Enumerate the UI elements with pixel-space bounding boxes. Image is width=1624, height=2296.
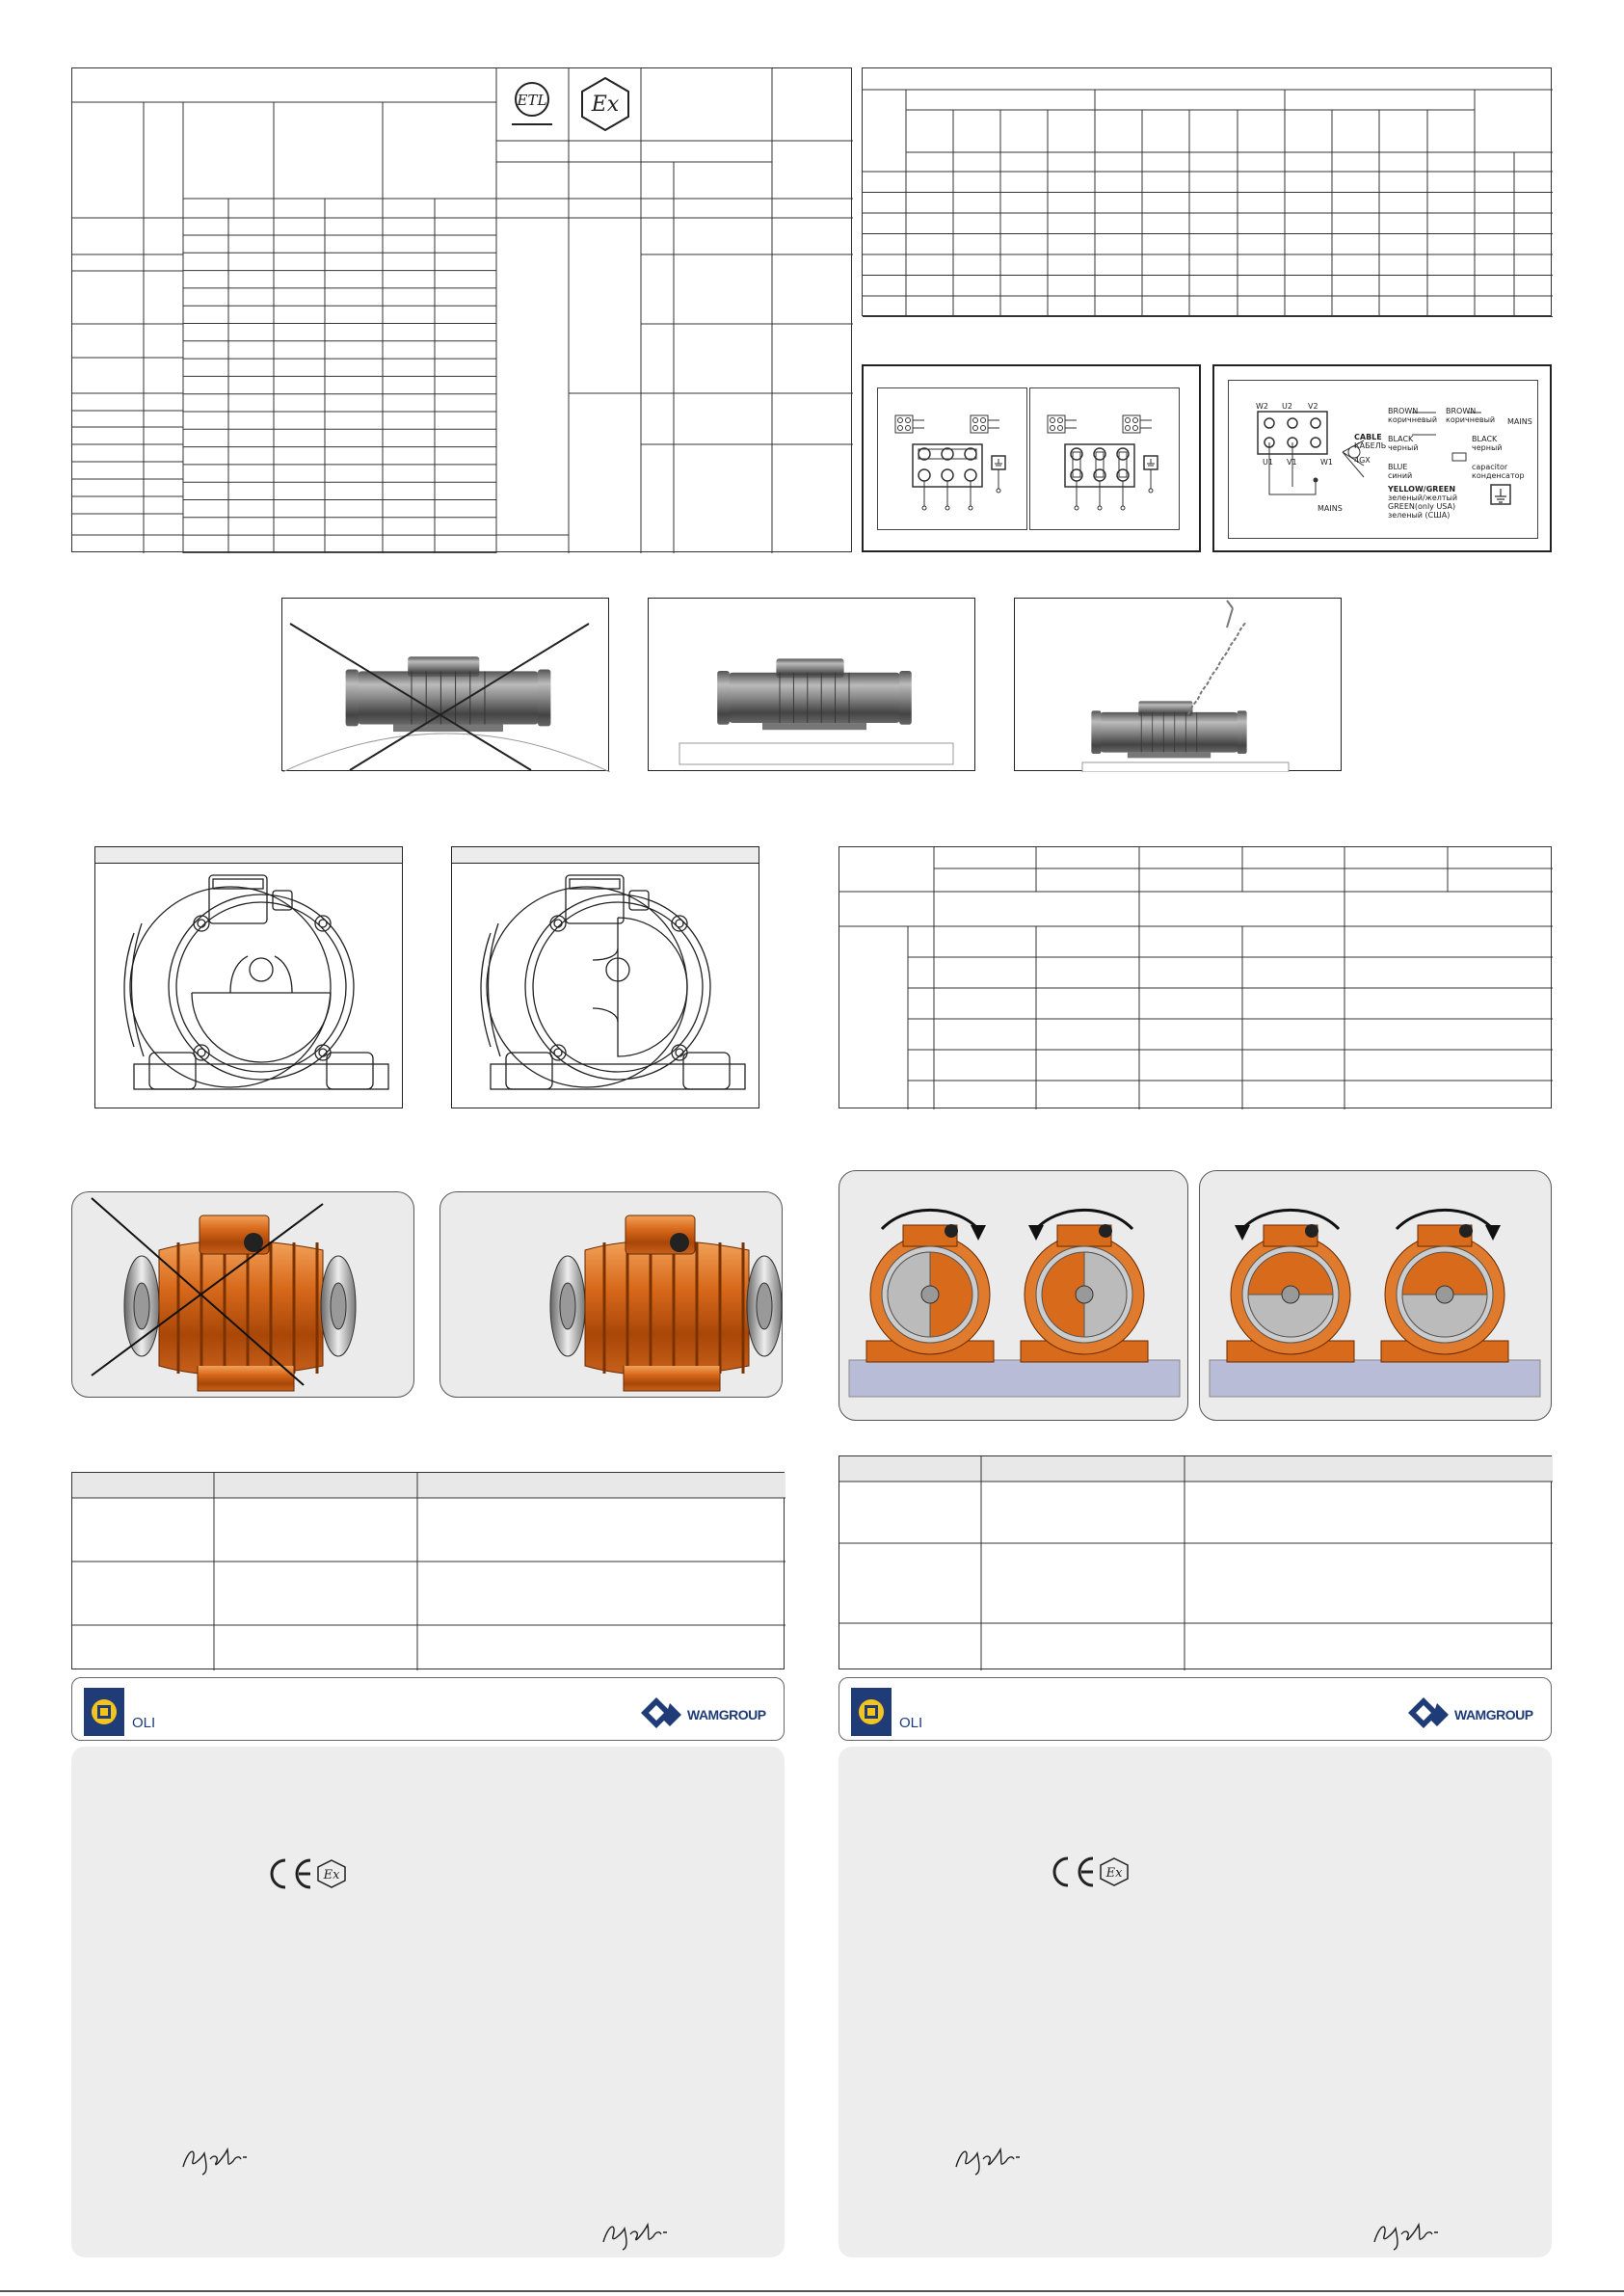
- star-connection-diagram: [877, 387, 1027, 530]
- blue-label: BLUE: [1388, 463, 1408, 471]
- cable-label: CABLE: [1354, 433, 1382, 441]
- signature-1: [952, 2140, 1029, 2178]
- terminal-u1-label: U1: [1263, 458, 1273, 467]
- signature-2: [599, 2215, 677, 2254]
- oli-logo-text: OLI: [899, 1715, 923, 1731]
- delta-connection-diagram: [1029, 387, 1180, 530]
- atex-ex-logo: [576, 74, 634, 132]
- brown-label-ru: коричневый: [1388, 415, 1438, 424]
- wamgroup-logo: [1406, 1695, 1541, 1734]
- mains-label-right: MAINS: [1507, 417, 1532, 426]
- wiring-diagram-single-phase: [1212, 364, 1552, 552]
- declaration-panel-right: [839, 1747, 1552, 2257]
- capacitor-label: capacitor: [1472, 463, 1508, 471]
- logo-strip-left: [71, 1677, 785, 1741]
- green-usa-label-ru: зеленый (США): [1388, 511, 1451, 520]
- black-label-right-ru: черный: [1472, 443, 1503, 452]
- install-wrong-curved-surface: [281, 598, 609, 771]
- green-usa-label: GREEN(only USA): [1388, 502, 1456, 511]
- black-label-right: BLACK: [1472, 435, 1498, 443]
- single-phase-terminal-block: [1229, 381, 1539, 540]
- terminal-w2-label: W2: [1256, 402, 1268, 411]
- install-correct-flat-surface: [648, 598, 975, 771]
- declaration-panel-left: [71, 1747, 785, 2257]
- black-label-ru: черный: [1388, 443, 1419, 452]
- cable-label-ru: КАБЕЛЬ: [1354, 441, 1387, 450]
- rotation-direction-panel-1: [839, 1170, 1188, 1421]
- black-label: BLACK: [1388, 435, 1414, 443]
- terminal-u2-label: U2: [1282, 402, 1292, 411]
- rotation-direction-panel-2: [1199, 1170, 1552, 1421]
- install-with-safety-chain: [1014, 598, 1342, 771]
- signature-2: [1371, 2215, 1448, 2254]
- wiring-diagram-three-phase: [862, 364, 1201, 552]
- eccentric-weight-drawing-1: [94, 846, 403, 1108]
- eccentric-weight-drawing-2: [451, 846, 759, 1108]
- page-footer-rule: [0, 2290, 1624, 2292]
- yellow-green-label: YELLOW/GREEN: [1388, 485, 1456, 494]
- motor-correct-orientation-panel: [439, 1191, 783, 1398]
- wamgroup-logo-text: WAMGROUP: [1454, 1707, 1533, 1722]
- adjustment-table: [839, 846, 1552, 1108]
- wamgroup-logo: [639, 1695, 774, 1734]
- oli-logo: [851, 1686, 928, 1738]
- data-table-right: [862, 67, 1552, 316]
- svg-text:Ex: Ex: [1105, 1866, 1123, 1881]
- data-table-right-grid: [863, 68, 1553, 317]
- logo-strip-right: [839, 1677, 1552, 1741]
- signature-1: [179, 2140, 256, 2178]
- brown-label-right: BROWN: [1446, 407, 1477, 415]
- troubleshooting-table-right: [839, 1455, 1552, 1669]
- cable-size: 4GX: [1354, 456, 1371, 465]
- oli-logo-text: OLI: [132, 1715, 156, 1731]
- terminal-v2-label: V2: [1308, 402, 1318, 411]
- single-phase-inner: [1228, 380, 1538, 539]
- motor-wrong-orientation-panel: [71, 1191, 414, 1398]
- svg-text:Ex: Ex: [591, 93, 620, 117]
- svg-text:Ex: Ex: [323, 1868, 340, 1882]
- terminal-v1-label: V1: [1287, 458, 1297, 467]
- ce-ex-marking: [1047, 1853, 1162, 1891]
- blue-label-ru: синий: [1388, 471, 1413, 480]
- svg-text:ETL: ETL: [517, 92, 547, 109]
- yellow-green-label-ru: зеленый/желтый: [1388, 494, 1458, 502]
- data-table-left-grid: [72, 68, 853, 553]
- terminal-w1-label: W1: [1320, 458, 1333, 467]
- mains-label-left: MAINS: [1318, 504, 1343, 513]
- brown-label: BROWN: [1388, 407, 1419, 415]
- troubleshooting-table-left: [71, 1472, 785, 1669]
- wamgroup-logo-text: WAMGROUP: [687, 1707, 766, 1722]
- etl-certification-logo: [504, 76, 560, 132]
- oli-logo: [84, 1686, 161, 1738]
- brown-label-right-ru: коричневый: [1446, 415, 1496, 424]
- data-table-left: [71, 67, 852, 552]
- ce-ex-marking: [264, 1855, 380, 1893]
- capacitor-label-ru: конденсатор: [1472, 471, 1525, 480]
